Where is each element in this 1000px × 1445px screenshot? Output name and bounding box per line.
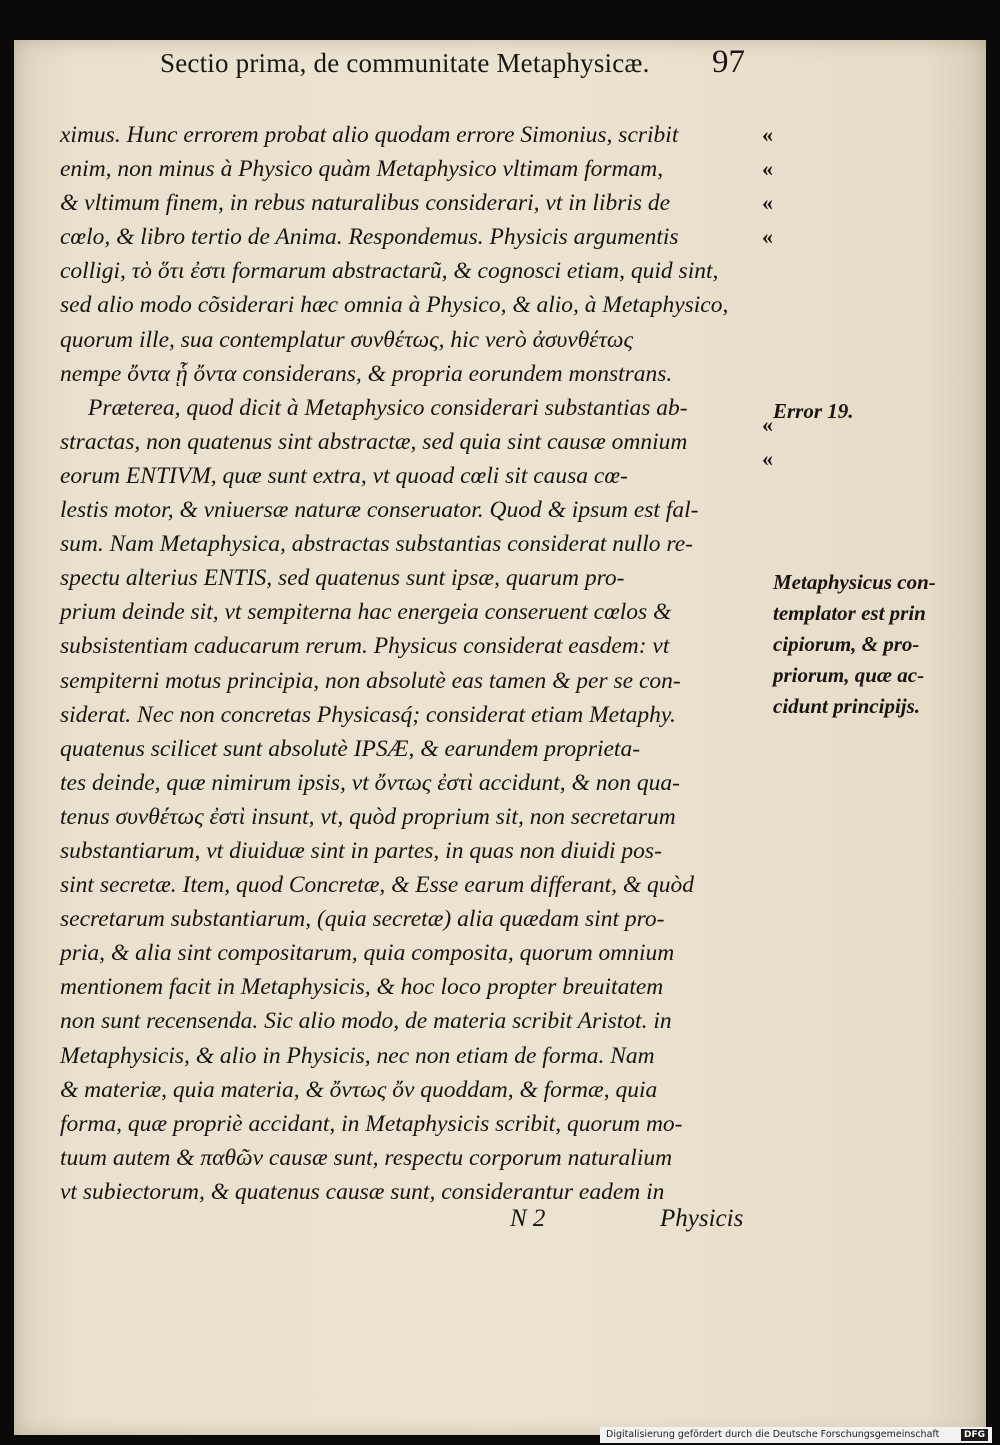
text-line: colligi, τὸ ὅτι ἐστι formarum abstractarũ, & cognosci etiam, quid sint, <box>60 258 719 285</box>
text-line: sempiterni motus principia, non absolutè eas tamen & per se con- <box>60 667 681 694</box>
text-line: sint secretæ. Item, quod Concretæ, & Esse earum differant, & quòd <box>60 872 695 899</box>
text-line: nempe ὄντα ᾗ ὄντα considerans, & propria eorundem monstrans. <box>60 360 673 387</box>
page-foot-line <box>0 1205 1000 1239</box>
text-line: enim, non minus à Physico quàm Metaphysico vltimam formam, <box>60 156 664 183</box>
marginal-note-metaphysicus <box>773 567 988 722</box>
text-line: stractas, non quatenus sint abstractæ, sed quia sint causæ omnium <box>60 428 688 455</box>
text-line: non sunt recensenda. Sic alio modo, de materia scribit Aristot. in <box>60 1008 672 1035</box>
quote-mark: « <box>762 224 773 249</box>
marginal-note-line: templator est prin <box>773 601 926 625</box>
text-line: sed alio modo cõsiderari hæc omnia à Physico, & alio, à Metaphysico, <box>60 292 729 319</box>
signature-mark: N 2 <box>510 1205 546 1232</box>
text-line: Metaphysicis, & alio in Physicis, nec non etiam de forma. Nam <box>60 1042 655 1069</box>
text-line: pria, & alia sint compositarum, quia composita, quorum omnium <box>60 940 675 967</box>
text-line: tenus συνθέτως ἐστὶ insunt, vt, quòd proprium sit, non secretarum <box>60 803 676 830</box>
quote-mark: « <box>762 156 773 181</box>
text-line: Præterea, quod dicit à Metaphysico considerari substantias ab- <box>88 394 688 421</box>
marginal-note-line: cipiorum, & pro- <box>773 632 920 656</box>
text-line: substantiarum, vt diuiduæ sint in partes, in quas non diuidi pos- <box>60 837 662 864</box>
text-line: vt subiectorum, & quatenus causæ sunt, considerantur eadem in <box>60 1178 665 1205</box>
marginal-note-line: priorum, quæ ac- <box>773 663 925 687</box>
text-line: siderat. Nec non concretas Physicasq́; considerat etiam Metaphy. <box>60 701 676 728</box>
text-line: ximus. Hunc errorem probat alio quodam errore Simonius, scribit <box>60 122 679 148</box>
dfg-logo: DFG <box>961 1429 988 1441</box>
main-text-block <box>60 118 750 1209</box>
digitization-banner-text: Digitalisierung gefördert durch die Deutsche Forschungsgemeinschaft <box>606 1429 940 1440</box>
text-line: secretarum substantiarum, (quia secretæ) alia quædam sint pro- <box>60 906 665 933</box>
text-line: cœlo, & libro tertio de Anima. Respondemus. Physicis argumentis <box>60 224 679 251</box>
text-line: tes deinde, quæ nimirum ipsis, vt ὄντως ἐστὶ accidunt, & non qua- <box>60 769 680 796</box>
quote-mark: « <box>762 122 773 147</box>
quote-mark: « <box>762 446 773 471</box>
text-line: quatenus scilicet sunt absolutè IPSÆ, & earundem proprieta- <box>60 735 641 762</box>
text-line: & materiæ, quia materia, & ὄντως ὄν quoddam, & formæ, quia <box>60 1076 658 1103</box>
text-line: prium deinde sit, vt sempiterna hac energeia conseruent cœlos & <box>60 599 672 626</box>
catchword: Physicis <box>660 1205 744 1232</box>
text-line: tuum autem & παθῶν causæ sunt, respectu corporum naturalium <box>60 1144 673 1171</box>
quote-mark: « <box>762 412 773 437</box>
text-line: sum. Nam Metaphysica, abstractas substantias considerat nullo re- <box>60 531 693 558</box>
text-line: forma, quæ propriè accidant, in Metaphysicis scribit, quorum mo- <box>60 1110 683 1137</box>
marginal-note-error <box>773 396 988 427</box>
text-line: quorum ille, sua contemplatur συνθέτως, hic verò ἀσυνθέτως <box>60 326 634 353</box>
text-line: lestis motor, & vniuersæ naturæ conseruator. Quod & ipsum est fal- <box>60 497 699 524</box>
text-line: & vltimum finem, in rebus naturalibus considerari, vt in libris de <box>60 190 671 217</box>
running-title: Sectio prima, de communitate Metaphysicæ. <box>160 48 650 78</box>
marginal-note-line: Error 19. <box>773 399 854 423</box>
text-line: eorum ENTIVM, quæ sunt extra, vt quoad cœli sit causa cœ- <box>60 462 628 489</box>
page-number: 97 <box>712 44 745 80</box>
text-line: mentionem facit in Metaphysicis, & hoc loco propter breuitatem <box>60 974 664 1001</box>
marginal-note-line: Metaphysicus con- <box>773 570 936 594</box>
quote-mark: « <box>762 190 773 215</box>
marginal-note-line: cidunt principijs. <box>773 694 921 718</box>
text-line: spectu alterius ENTIS, sed quatenus sunt ipsæ, quarum pro- <box>60 565 625 592</box>
text-line: subsistentiam caducarum rerum. Physicus considerat easdem: vt <box>60 633 670 660</box>
digitization-banner <box>600 1427 992 1443</box>
page-header <box>0 44 1000 84</box>
